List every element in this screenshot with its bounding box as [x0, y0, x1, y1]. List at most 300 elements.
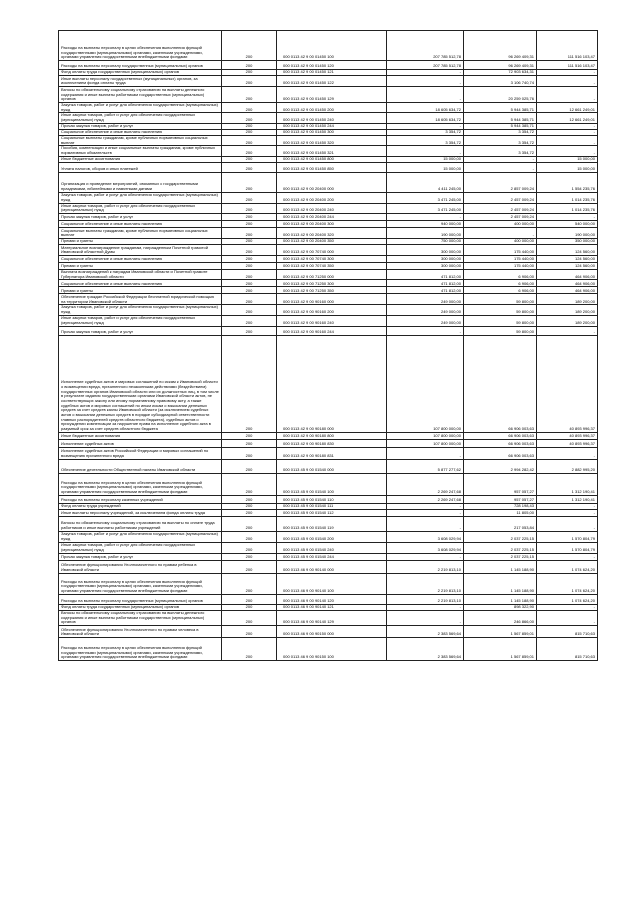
row-name: Закупка товаров, работ и услуг для обеспечения государственных (муниципальных) нужд [59, 103, 222, 113]
row-budget-code: 000 0113 42 9 00 20400 200 [277, 192, 387, 203]
row-line-code: 200 [222, 203, 277, 213]
row-line-code: 200 [222, 495, 277, 503]
row-executed-amount: 3 354,72 [464, 146, 537, 156]
row-executed-amount: 72 903 634,31 [464, 70, 537, 76]
row-name: Закупка товаров, работ и услуг для обеспечения государственных (муниципальных) нужд [59, 305, 222, 315]
row-line-code: 200 [222, 542, 277, 553]
row-unexecuted-amount: - [537, 70, 598, 76]
row-unexecuted-amount: 1 014 235,76 [537, 192, 598, 203]
table-row [59, 560, 598, 573]
row-name: Премии и гранты [59, 239, 222, 245]
row-name: Прочая закупка товаров, работ и услуг [59, 553, 222, 560]
row-executed-amount: 175 440,00 [464, 263, 537, 270]
table-row [59, 214, 598, 221]
table-row [59, 87, 598, 103]
row-executed-amount: 2 857 009,24 [464, 172, 537, 192]
row-unexecuted-amount: 350 000,00 [537, 239, 598, 245]
row-budget-code: 000 0113 42 9 00 01450 120 [277, 61, 387, 70]
row-executed-amount: 66 906 003,63 [464, 432, 537, 439]
budget-execution-table [58, 30, 598, 661]
table-row [59, 146, 598, 156]
row-unexecuted-amount: - [537, 604, 598, 610]
row-name: Взносы по обязательному социальному страхованию на выплаты денежного содержания и иные выплаты работникам государственных (муниципальных) органов [59, 610, 222, 625]
row-name: Материальное вознаграждение гражданам, награжденным Почетной грамотой Ивановской областной Думы [59, 245, 222, 256]
row-name: Закупка товаров, работ и услуг для обеспечения государственных (муниципальных) нужд [59, 531, 222, 542]
row-unexecuted-amount: 815 710,63 [537, 637, 598, 660]
row-executed-amount: 400 000,00 [464, 239, 537, 245]
row-name: Закупка товаров, работ и услуг для обеспечения государственных (муниципальных) нужд [59, 192, 222, 203]
row-line-code: 200 [222, 531, 277, 542]
row-line-code: 200 [222, 70, 277, 76]
row-line-code: 200 [222, 270, 277, 280]
row-line-code: 200 [222, 214, 277, 221]
row-budget-code: 000 0113 42 9 00 90180 800 [277, 432, 387, 439]
row-budget-code: 000 0113 42 9 00 20400 244 [277, 214, 387, 221]
row-budget-code: 000 0113 42 9 00 90180 000 [277, 335, 387, 432]
row-name: Взносы по обязательному социальному страхованию на выплаты по оплате труда работников и иные выплаты работникам учреждений [59, 516, 222, 531]
table-row [59, 305, 598, 315]
row-budget-code: 000 0113 46 9 00 90150 000 [277, 625, 387, 637]
row-budget-code: 000 0113 42 9 00 01450 800 [277, 156, 387, 162]
table-row [59, 270, 598, 280]
row-unexecuted-amount: 124 560,00 [537, 263, 598, 270]
row-unexecuted-amount: - [537, 503, 598, 509]
row-unexecuted-amount: 1 570 804,79 [537, 542, 598, 553]
row-name: Иные бюджетные ассигнования [59, 156, 222, 162]
row-approved-amount: 2 269 247,68 [387, 495, 464, 503]
row-line-code: 200 [222, 473, 277, 495]
table-row [59, 76, 598, 87]
row-unexecuted-amount: 1 312 190,41 [537, 495, 598, 503]
row-approved-amount: 471 812,00 [387, 270, 464, 280]
row-name: Расходы на выплаты персоналу государственных (муниципальных) органов [59, 61, 222, 70]
row-line-code: 200 [222, 447, 277, 459]
row-unexecuted-amount: 111 516 103,47 [537, 61, 598, 70]
row-name: Обеспечение функционирования Уполномоченного по правам ребенка в Ивановской области [59, 560, 222, 573]
table-row [59, 531, 598, 542]
row-budget-code: 000 0113 46 9 00 90140 100 [277, 573, 387, 594]
row-name: Социальное обеспечение и иные выплаты населению [59, 129, 222, 135]
row-name: Премии и гранты [59, 263, 222, 270]
row-unexecuted-amount: - [537, 553, 598, 560]
row-unexecuted-amount: 40 893 996,37 [537, 335, 598, 432]
row-name: Иные бюджетные ассигнования [59, 432, 222, 439]
row-name: Прочая закупка товаров, работ и услуг [59, 214, 222, 221]
row-unexecuted-amount: 189 200,00 [537, 294, 598, 305]
row-name: Фонд оплаты труда государственных (муниципальных) органов [59, 70, 222, 76]
row-approved-amount: - [387, 146, 464, 156]
row-budget-code: 000 0113 42 9 00 01450 122 [277, 76, 387, 87]
row-unexecuted-amount: 2 882 995,20 [537, 459, 598, 473]
row-approved-amount: - [387, 123, 464, 129]
row-budget-code: 000 0113 42 9 00 20400 350 [277, 239, 387, 245]
row-line-code: 200 [222, 335, 277, 432]
table-row [59, 516, 598, 531]
row-name: Фонд оплаты труда государственных (муниципальных) органов [59, 604, 222, 610]
row-name: Расходы на выплаты персоналу казенных учреждений [59, 495, 222, 503]
table-row [59, 447, 598, 459]
row-budget-code: 000 0113 46 9 00 90140 129 [277, 610, 387, 625]
row-executed-amount: 59 800,00 [464, 315, 537, 326]
row-budget-code: 000 0113 42 9 00 70740 000 [277, 245, 387, 256]
row-name: Выплата вознаграждений к наградам Ивановской области и Почетной грамоте Губернатора Ивановской области [59, 270, 222, 280]
table-row [59, 103, 598, 113]
row-approved-amount: 249 000,00 [387, 315, 464, 326]
row-unexecuted-amount: - [537, 516, 598, 531]
table-row [59, 31, 598, 61]
row-line-code: 200 [222, 156, 277, 162]
row-line-code: 200 [222, 135, 277, 145]
row-budget-code: 000 0113 45 9 00 01540 240 [277, 542, 387, 553]
row-line-code: 200 [222, 228, 277, 239]
row-line-code: 200 [222, 129, 277, 135]
row-name: Обеспечение деятельности Общественной палаты Ивановской области [59, 459, 222, 473]
row-line-code: 200 [222, 103, 277, 113]
row-budget-code: 000 0113 42 9 00 01450 850 [277, 162, 387, 172]
row-executed-amount: 11 805,00 [464, 509, 537, 516]
row-budget-code: 000 0113 42 9 00 01450 200 [277, 103, 387, 113]
row-unexecuted-amount: 464 906,00 [537, 270, 598, 280]
row-unexecuted-amount: 12 661 249,01 [537, 103, 598, 113]
row-budget-code: 000 0113 42 9 00 90160 000 [277, 294, 387, 305]
row-unexecuted-amount: 464 906,00 [537, 280, 598, 287]
row-approved-amount: 5 877 277,62 [387, 459, 464, 473]
row-name: Расходы на выплаты персоналу в целях обеспечения выполнения функций государственными (муниципальными) органами, казенными учреждениями, органами управления государственными внебюджетными фондами [59, 573, 222, 594]
row-approved-amount: 4 411 245,00 [387, 172, 464, 192]
table-row [59, 228, 598, 239]
row-executed-amount: 6 906,00 [464, 270, 537, 280]
row-unexecuted-amount: 15 000,00 [537, 156, 598, 162]
row-budget-code: 000 0113 45 9 00 01540 000 [277, 459, 387, 473]
row-approved-amount: - [387, 516, 464, 531]
table-row [59, 326, 598, 335]
row-executed-amount: 1 145 188,90 [464, 560, 537, 573]
row-line-code: 200 [222, 516, 277, 531]
row-approved-amount: 249 000,00 [387, 305, 464, 315]
row-line-code: 200 [222, 245, 277, 256]
row-budget-code: 000 0113 42 9 00 70740 350 [277, 263, 387, 270]
row-approved-amount: - [387, 87, 464, 103]
row-unexecuted-amount: - [537, 447, 598, 459]
row-approved-amount: - [387, 447, 464, 459]
row-name: Прочая закупка товаров, работ и услуг [59, 326, 222, 335]
row-line-code: 200 [222, 76, 277, 87]
row-approved-amount: - [387, 553, 464, 560]
row-line-code: 200 [222, 280, 277, 287]
row-executed-amount: 2 037 225,15 [464, 553, 537, 560]
row-executed-amount: 728 198,43 [464, 503, 537, 509]
row-approved-amount: 750 000,00 [387, 239, 464, 245]
row-name: Социальные выплаты гражданам, кроме публичных нормативных социальных выплат [59, 135, 222, 145]
row-line-code: 200 [222, 509, 277, 516]
row-unexecuted-amount: - [537, 129, 598, 135]
row-executed-amount: 3 106 740,74 [464, 76, 537, 87]
table-row [59, 192, 598, 203]
row-approved-amount: 15 000,00 [387, 162, 464, 172]
row-budget-code: 000 0113 45 9 00 01540 110 [277, 495, 387, 503]
table-row [59, 280, 598, 287]
row-line-code: 200 [222, 61, 277, 70]
row-approved-amount: - [387, 509, 464, 516]
row-line-code: 200 [222, 573, 277, 594]
row-line-code: 200 [222, 439, 277, 447]
row-executed-amount: 59 800,00 [464, 326, 537, 335]
row-name: Исполнение судебных актов [59, 439, 222, 447]
row-unexecuted-amount: 464 906,00 [537, 287, 598, 294]
row-line-code: 200 [222, 503, 277, 509]
row-name: Социальное обеспечение и иные выплаты населению [59, 280, 222, 287]
row-line-code: 200 [222, 594, 277, 604]
row-approved-amount: 15 000,00 [387, 156, 464, 162]
row-line-code: 200 [222, 625, 277, 637]
table-row [59, 203, 598, 213]
row-approved-amount: 940 000,00 [387, 221, 464, 228]
row-line-code: 200 [222, 256, 277, 263]
row-name: Фонд оплаты труда учреждений [59, 503, 222, 509]
row-line-code: 200 [222, 221, 277, 228]
row-budget-code: 000 0113 42 9 00 90160 244 [277, 326, 387, 335]
table-row [59, 594, 598, 604]
row-executed-amount: 2 037 225,15 [464, 542, 537, 553]
row-executed-amount: 96 269 409,31 [464, 61, 537, 70]
row-budget-code: 000 0113 42 9 00 20400 300 [277, 221, 387, 228]
row-name: Иные закупки товаров, работ и услуг для обеспечения государственных (муниципальных) нужд [59, 542, 222, 553]
row-approved-amount: - [387, 503, 464, 509]
row-budget-code: 000 0113 42 9 00 71250 000 [277, 270, 387, 280]
row-budget-code: 000 0113 42 9 00 01450 240 [277, 113, 387, 123]
table-row [59, 294, 598, 305]
table-row [59, 610, 598, 625]
table-row [59, 573, 598, 594]
row-unexecuted-amount: 40 893 996,37 [537, 432, 598, 439]
row-name: Расходы на выплаты персоналу в целях обеспечения выполнения функций государственными (муниципальными) органами, казенными учреждениями, органами управления государственными внебюджетными фондами [59, 31, 222, 61]
table-row [59, 459, 598, 473]
row-name: Социальные выплаты гражданам, кроме публичных нормативных социальных выплат [59, 228, 222, 239]
row-executed-amount: - [464, 162, 537, 172]
row-name: Расходы на выплаты персоналу государственных (муниципальных) органов [59, 594, 222, 604]
row-executed-amount: 400 000,00 [464, 221, 537, 228]
row-line-code: 200 [222, 192, 277, 203]
row-budget-code: 000 0113 42 9 00 20400 240 [277, 203, 387, 213]
row-approved-amount: - [387, 326, 464, 335]
row-unexecuted-amount: - [537, 214, 598, 221]
row-executed-amount: 898 322,90 [464, 604, 537, 610]
row-line-code: 200 [222, 315, 277, 326]
row-name: Организация и проведение мероприятий, связанных с государственными праздниками, юбилейными и памятными датами [59, 172, 222, 192]
table-row [59, 287, 598, 294]
row-unexecuted-amount: - [537, 509, 598, 516]
row-unexecuted-amount: 815 710,63 [537, 625, 598, 637]
row-budget-code: 000 0113 45 9 00 01540 119 [277, 516, 387, 531]
table-row [59, 637, 598, 660]
row-approved-amount: 107 800 000,00 [387, 432, 464, 439]
row-approved-amount: 190 000,00 [387, 228, 464, 239]
row-name: Исполнение судебных актов Российской Федерации и мировых соглашений по возмещению причиненного вреда [59, 447, 222, 459]
row-name: Взносы по обязательному социальному страхованию на выплаты денежного содержания и иные выплаты работникам государственных (муниципальных) органов [59, 87, 222, 103]
row-executed-amount: 1 567 859,01 [464, 625, 537, 637]
table-row [59, 495, 598, 503]
row-unexecuted-amount: 1 570 804,79 [537, 531, 598, 542]
row-approved-amount: 3 608 029,94 [387, 531, 464, 542]
row-approved-amount: 471 812,00 [387, 280, 464, 287]
row-budget-code: 000 0113 42 9 00 01450 300 [277, 129, 387, 135]
row-line-code: 200 [222, 459, 277, 473]
row-unexecuted-amount: 124 560,00 [537, 256, 598, 263]
row-approved-amount: 207 785 512,78 [387, 31, 464, 61]
row-unexecuted-amount: 1 074 624,20 [537, 560, 598, 573]
row-unexecuted-amount: 15 000,00 [537, 162, 598, 172]
table-row [59, 432, 598, 439]
row-budget-code: 000 0113 45 9 00 01540 112 [277, 509, 387, 516]
row-name: Обеспечение граждан Российской Федерации бесплатной юридической помощью на территории Ивановской области [59, 294, 222, 305]
row-unexecuted-amount: - [537, 610, 598, 625]
row-executed-amount: 6 906,00 [464, 280, 537, 287]
row-budget-code: 000 0113 42 9 00 01450 100 [277, 31, 387, 61]
row-approved-amount: 249 000,00 [387, 294, 464, 305]
row-approved-amount: 2 219 813,10 [387, 594, 464, 604]
row-budget-code: 000 0113 45 9 00 01540 100 [277, 473, 387, 495]
row-budget-code: 000 0113 42 9 00 01450 121 [277, 70, 387, 76]
row-approved-amount: 2 383 569,64 [387, 625, 464, 637]
row-budget-code: 000 0113 42 9 00 01450 244 [277, 123, 387, 129]
row-approved-amount: 2 383 569,64 [387, 637, 464, 660]
row-line-code: 200 [222, 87, 277, 103]
row-unexecuted-amount: - [537, 123, 598, 129]
row-executed-amount: 2 994 282,42 [464, 459, 537, 473]
row-executed-amount: 175 440,00 [464, 245, 537, 256]
row-line-code: 200 [222, 553, 277, 560]
table-body [59, 31, 598, 661]
row-budget-code: 000 0113 42 9 00 70740 300 [277, 256, 387, 263]
row-budget-code: 000 0113 42 9 00 90160 240 [277, 315, 387, 326]
row-budget-code: 000 0113 42 9 00 90180 830 [277, 439, 387, 447]
row-name: Премии и гранты [59, 287, 222, 294]
table-row [59, 61, 598, 70]
table-row [59, 473, 598, 495]
row-executed-amount: 2 037 225,15 [464, 531, 537, 542]
row-unexecuted-amount: 1 074 624,20 [537, 573, 598, 594]
row-approved-amount: 2 269 247,68 [387, 473, 464, 495]
row-unexecuted-amount: 111 516 103,47 [537, 31, 598, 61]
row-unexecuted-amount: 1 554 235,76 [537, 172, 598, 192]
row-unexecuted-amount: 1 014 235,76 [537, 203, 598, 213]
row-budget-code: 000 0113 42 9 00 20400 000 [277, 172, 387, 192]
row-executed-amount: 2 457 009,24 [464, 203, 537, 213]
row-executed-amount: - [464, 228, 537, 239]
row-name: Прочая закупка товаров, работ и услуг [59, 123, 222, 129]
row-approved-amount: 107 800 000,00 [387, 439, 464, 447]
row-budget-code: 000 0113 42 9 00 01450 129 [277, 87, 387, 103]
row-approved-amount: 300 000,00 [387, 245, 464, 256]
table-row [59, 553, 598, 560]
row-line-code: 200 [222, 287, 277, 294]
row-budget-code: 000 0113 42 9 00 01450 321 [277, 146, 387, 156]
row-executed-amount: 957 057,27 [464, 473, 537, 495]
row-approved-amount: 3 471 245,00 [387, 203, 464, 213]
row-name: Обеспечение функционирования Уполномоченного по правам человека в Ивановской области [59, 625, 222, 637]
table-row [59, 245, 598, 256]
row-unexecuted-amount: 12 661 249,01 [537, 113, 598, 123]
row-executed-amount: 1 567 859,01 [464, 637, 537, 660]
row-executed-amount: 5 944 385,71 [464, 123, 537, 129]
row-executed-amount: 217 053,84 [464, 516, 537, 531]
row-budget-code: 000 0113 42 9 00 20400 320 [277, 228, 387, 239]
row-approved-amount: - [387, 76, 464, 87]
table-row [59, 70, 598, 76]
row-line-code: 200 [222, 162, 277, 172]
table-row [59, 315, 598, 326]
row-approved-amount: 18 605 634,72 [387, 113, 464, 123]
row-unexecuted-amount: - [537, 146, 598, 156]
row-executed-amount: 3 354,72 [464, 129, 537, 135]
row-budget-code: 000 0113 46 9 00 90150 100 [277, 637, 387, 660]
row-name: Уплата налогов, сборов и иных платежей [59, 162, 222, 172]
table-row [59, 625, 598, 637]
row-line-code: 200 [222, 560, 277, 573]
row-executed-amount: 5 944 385,71 [464, 113, 537, 123]
row-line-code: 200 [222, 637, 277, 660]
row-executed-amount: 6 906,00 [464, 287, 537, 294]
row-name: Иные закупки товаров, работ и услуг для обеспечения государственных (муниципальных) нужд [59, 203, 222, 213]
row-executed-amount: 1 145 188,90 [464, 594, 537, 604]
row-budget-code: 000 0113 42 9 00 90180 831 [277, 447, 387, 459]
row-executed-amount: 2 457 009,24 [464, 192, 537, 203]
row-line-code: 200 [222, 326, 277, 335]
table-row [59, 335, 598, 432]
row-line-code: 200 [222, 172, 277, 192]
row-line-code: 200 [222, 123, 277, 129]
row-budget-code: 000 0113 45 9 00 01540 111 [277, 503, 387, 509]
row-approved-amount: 300 000,00 [387, 263, 464, 270]
table-row [59, 221, 598, 228]
row-budget-code: 000 0113 42 9 00 71250 350 [277, 287, 387, 294]
row-unexecuted-amount: 190 000,00 [537, 228, 598, 239]
row-unexecuted-amount: - [537, 326, 598, 335]
row-line-code: 200 [222, 294, 277, 305]
row-executed-amount: - [464, 156, 537, 162]
row-line-code: 200 [222, 610, 277, 625]
row-line-code: 200 [222, 305, 277, 315]
row-approved-amount: 300 000,00 [387, 256, 464, 263]
row-executed-amount: 20 259 025,76 [464, 87, 537, 103]
table-row [59, 542, 598, 553]
row-executed-amount: 957 057,27 [464, 495, 537, 503]
row-executed-amount: 2 457 009,24 [464, 214, 537, 221]
row-executed-amount: 59 800,00 [464, 305, 537, 315]
row-approved-amount: - [387, 604, 464, 610]
row-name: Социальное обеспечение и иные выплаты населению [59, 256, 222, 263]
row-approved-amount: 3 608 029,94 [387, 542, 464, 553]
row-name: Расходы на выплаты персоналу в целях обеспечения выполнения функций государственными (муниципальными) органами, казенными учреждениями, органами управления государственными внебюджетными фондами [59, 473, 222, 495]
row-unexecuted-amount: 189 200,00 [537, 305, 598, 315]
row-unexecuted-amount: - [537, 135, 598, 145]
row-budget-code: 000 0113 42 9 00 71250 300 [277, 280, 387, 287]
row-unexecuted-amount: 540 000,00 [537, 221, 598, 228]
row-name: Социальное обеспечение и иные выплаты населению [59, 221, 222, 228]
row-executed-amount: 246 866,00 [464, 610, 537, 625]
row-unexecuted-amount: 124 560,00 [537, 245, 598, 256]
table-row [59, 172, 598, 192]
row-approved-amount: - [387, 610, 464, 625]
table-row [59, 263, 598, 270]
row-approved-amount: 3 354,72 [387, 135, 464, 145]
row-approved-amount: 2 219 813,10 [387, 573, 464, 594]
row-approved-amount: 3 354,72 [387, 129, 464, 135]
table-row [59, 604, 598, 610]
row-unexecuted-amount: 40 893 996,37 [537, 439, 598, 447]
row-line-code: 200 [222, 239, 277, 245]
row-name: Иные закупки товаров, работ и услуг для обеспечения государственных (муниципальных) нужд [59, 315, 222, 326]
